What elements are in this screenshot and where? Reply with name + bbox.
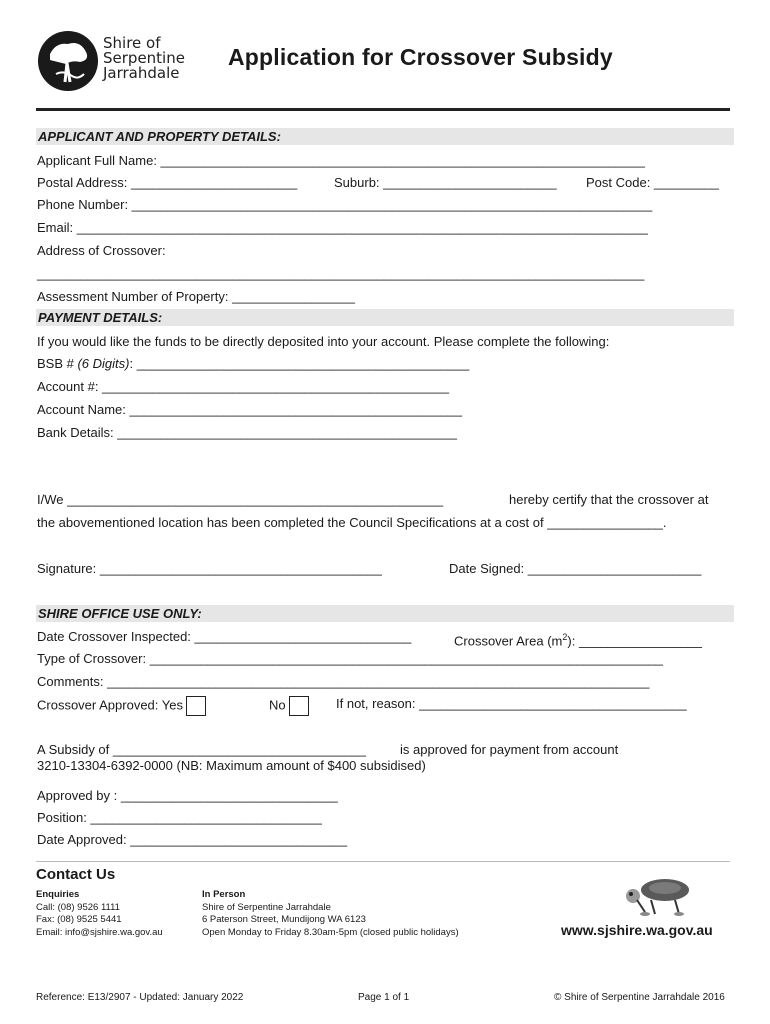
comments-field[interactable]: Comments: ___________________________________________________________________________ (37, 674, 650, 689)
address-of-crossover-label: Address of Crossover: (37, 243, 166, 258)
logo-line-3: Jarrahdale (103, 64, 180, 82)
crossover-approved-row (37, 696, 206, 716)
subsidy-amount-field[interactable]: A Subsidy of ___________________________________ (37, 742, 366, 757)
section-office-use-heading: SHIRE OFFICE USE ONLY: (36, 605, 734, 622)
certify-text: hereby certify that the crossover at (509, 492, 709, 507)
enquiries-heading: Enquiries (36, 889, 80, 900)
contact-divider (36, 861, 730, 862)
logo-line-1: Shire of (103, 34, 161, 52)
subsidy-text: is approved for payment from account (400, 742, 619, 757)
approved-yes-checkbox[interactable] (186, 696, 206, 716)
page-title: Application for Crossover Subsidy (228, 44, 613, 70)
approved-by-field[interactable]: Approved by : ______________________________ (37, 788, 338, 803)
contact-title: Contact Us (36, 866, 116, 883)
office-hours: Open Monday to Friday 8.30am-5pm (closed public holidays) (202, 926, 459, 938)
approved-no-row (269, 696, 309, 716)
assessment-number-field[interactable]: Assessment Number of Property: _________________ (37, 289, 355, 304)
phone-call: Call: (08) 9526 1111 (36, 901, 120, 913)
address-of-crossover-field[interactable]: ____________________________________________________________________________________ (37, 266, 645, 281)
bsb-digits-note: (6 Digits) (77, 356, 130, 371)
applicant-full-name-field[interactable]: Applicant Full Name: ___________________________________________________________________ (37, 153, 645, 168)
logo-text (103, 36, 185, 81)
signature-field[interactable]: Signature: _______________________________________ (37, 561, 382, 576)
post-code-field[interactable]: Post Code: _________ (586, 175, 719, 190)
account-name-field[interactable]: Account Name: ______________________________________________ (37, 402, 463, 417)
bank-details-field[interactable]: Bank Details: _______________________________________________ (37, 425, 458, 440)
phone-fax: Fax: (08) 9525 5441 (36, 914, 122, 925)
section-applicant-heading: APPLICANT AND PROPERTY DETAILS: (36, 128, 734, 145)
website-link[interactable]: www.sjshire.wa.gov.au (561, 922, 713, 938)
in-person-heading: In Person (202, 889, 246, 900)
date-signed-field[interactable]: Date Signed: ________________________ (449, 561, 702, 576)
date-approved-field[interactable]: Date Approved: ______________________________ (37, 832, 348, 847)
logo-line-2: Serpentine (103, 49, 185, 67)
crossover-area-field[interactable] (454, 629, 702, 649)
in-person-block (202, 889, 459, 939)
approved-yes-label: Crossover Approved: Yes (37, 697, 183, 713)
account-number-field[interactable]: Account #: ________________________________________________ (37, 379, 450, 394)
crossover-area-sup: 2 (562, 632, 568, 642)
crossover-area-prefix: Crossover Area (m (454, 633, 563, 649)
office-name: Shire of Serpentine Jarrahdale (202, 901, 331, 913)
bsb-field[interactable] (37, 356, 469, 372)
bsb-blank: : ______________________________________________ (129, 356, 470, 371)
footer-copyright: © Shire of Serpentine Jarrahdale 2016 (554, 992, 725, 1003)
approved-no-label: No (269, 697, 286, 713)
subsidy-account-note: 3210-13304-6392-0000 (NB: Maximum amount of $400 subsidised) (37, 758, 426, 773)
payment-intro: If you would like the funds to be directly deposited into your account. Please complete the following: (37, 334, 610, 349)
certify-name-field[interactable]: I/We ____________________________________________________ (37, 492, 444, 507)
section-payment-heading: PAYMENT DETAILS: (36, 309, 734, 326)
footer-page-number: Page 1 of 1 (358, 992, 410, 1003)
date-inspected-field[interactable]: Date Crossover Inspected: ______________________________ (37, 629, 412, 644)
type-of-crossover-field[interactable]: Type of Crossover: _______________________________________________________________________ (37, 651, 664, 666)
enquiries-block (36, 889, 163, 939)
approved-no-checkbox[interactable] (289, 696, 309, 716)
email-field[interactable]: Email: _______________________________________________________________________________ (37, 220, 648, 235)
certify-cost-field[interactable]: the abovementioned location has been completed the Council Specifications at a cost of ________________. (37, 515, 667, 530)
contact-email-link[interactable]: Email: info@sjshire.wa.gov.au (36, 926, 163, 938)
crossover-area-blank: ): _________________ (567, 633, 702, 649)
mascot-illustration-icon (615, 874, 695, 918)
phone-number-field[interactable]: Phone Number: ________________________________________________________________________ (37, 197, 653, 212)
title-rule (36, 108, 730, 111)
office-address: 6 Paterson Street, Mundijong WA 6123 (202, 914, 366, 925)
postal-address-field[interactable]: Postal Address: _______________________ (37, 175, 298, 190)
reason-field[interactable]: If not, reason: _____________________________________ (336, 696, 687, 711)
bsb-prefix: BSB # (37, 356, 78, 371)
position-field[interactable]: Position: ________________________________ (37, 810, 322, 825)
footer-reference: Reference: E13/2907 - Updated: January 2022 (36, 992, 244, 1003)
suburb-field[interactable]: Suburb: ________________________ (334, 175, 557, 190)
